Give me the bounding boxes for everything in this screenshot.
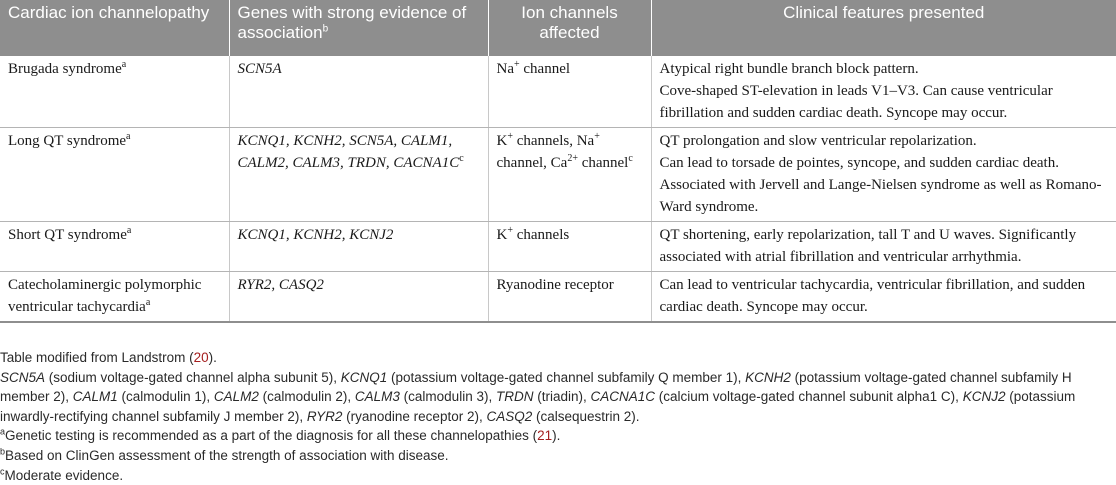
feature-line: QT prolongation and slow ventricular repolarization. (659, 133, 977, 149)
header-ion-channels: Ion channels affected (488, 0, 651, 56)
feature-line: Can lead to torsade de pointes, syncope, and sudden cardiac death. (659, 155, 1059, 171)
ion-channels-cell: K+ channels, Na+ channel, $Ca^{2+}$ channel$^c$ (488, 128, 651, 222)
gene-symbol: RYR2 (306, 408, 343, 424)
feature-line: QT shortening, early repolarization, tall T and U waves. Significantly associated with atrial fibrillation and ventricular arrhythmia. (659, 227, 1077, 265)
feature-line: Can lead to ventricular tachycardia, ventricular fibrillation, and sudden cardiac death. Syncope may occur. (659, 277, 1086, 315)
channelopathy-cell: Catecholaminergic polymorphic ventricular tachycardia$^a$ (0, 272, 229, 323)
clinical-features-cell (651, 56, 1116, 128)
channelopathy-cell: Long QT syndrome$^a$ (0, 128, 229, 222)
table-header-row (0, 0, 1116, 56)
gene-symbol: CACNA1C (590, 389, 655, 405)
feature-line: Cove-shaped ST-elevation in leads V1–V3. Can cause ventricular fibrillation and sudden cardiac death. Syncope may occur. (659, 83, 1053, 121)
gene-symbol: CASQ2 (486, 408, 533, 424)
genes-cell: KCNQ1, KCNH2, SCN5A, CALM1, CALM2, CALM3, TRDN, $CACNA1C^c$ (229, 128, 488, 222)
clinical-features-cell (651, 272, 1116, 323)
gene-symbol: CALM2 (213, 389, 259, 405)
reference-link[interactable]: 20 (193, 350, 209, 365)
feature-line: Associated with Jervell and Lange-Nielsen syndrome as well as Romano-Ward syndrome. (659, 177, 1102, 215)
table-row (0, 222, 1116, 272)
genes-cell: KCNQ1, KCNH2, KCNJ2 (229, 222, 488, 272)
header-genes: Genes with strong evidence of association$^b$ (229, 0, 488, 56)
reference-link[interactable]: 21 (537, 428, 553, 444)
gene-symbol: KCNQ1 (340, 369, 388, 385)
ion-channels-cell: K+ channels (488, 222, 651, 272)
genes-cell: SCN5A (229, 56, 488, 128)
ion-channels-cell: Na+ channel (488, 56, 651, 128)
table-row (0, 272, 1116, 323)
footnote-a: $^a$Genetic testing is recommended as a part of the diagnosis for all these channelopathies (21). (0, 426, 561, 444)
channelopathy-cell: Short QT syndrome$^a$ (0, 222, 229, 272)
header-clinical-features: Clinical features presented (651, 0, 1116, 56)
gene-symbol: SCN5A (0, 369, 46, 385)
gene-symbol: CALM3 (354, 389, 400, 405)
genes-cell: RYR2, CASQ2 (229, 272, 488, 323)
feature-line: Atypical right bundle branch block pattern. (659, 61, 919, 77)
ion-channels-cell: Ryanodine receptor (488, 272, 651, 323)
clinical-features-cell (651, 222, 1116, 272)
table-row (0, 56, 1116, 128)
footnote-abbreviations: SCN5A (sodium voltage-gated channel alpha subunit 5), KCNQ1 (potassium voltage-gated channel subfamily Q member 1), KCNH2 (potassium voltage-gated channel subfamily H member 2), CALM1 (calmodulin 1), CALM2 (calmodulin 2), CALM3 (calmodulin 3), TRDN (triadin), CACNA1C (calcium voltage-gated channel subunit alpha1 C), KCNJ2 (potassium inwardly-rectifying channel subfamily J member 2), RYR2 (ryanodine receptor 2), CASQ2 (calsequestrin 2). (0, 369, 1076, 424)
footnote-source: Table modified from Landstrom (20). (0, 350, 217, 365)
gene-symbol: CALM1 (72, 389, 118, 405)
channelopathy-cell: Brugada syndrome$^a$ (0, 56, 229, 128)
table-footnotes (0, 348, 1110, 485)
gene-symbol: TRDN (495, 389, 534, 405)
gene-symbol: KCNH2 (745, 369, 791, 385)
footnote-c: $^c$Moderate evidence. (0, 466, 124, 483)
gene-symbol: KCNJ2 (962, 389, 1006, 405)
header-channelopathy: Cardiac ion channelopathy (0, 0, 229, 56)
footnote-b: $^b$Based on ClinGen assessment of the strength of association with disease. (0, 446, 449, 463)
table-row (0, 128, 1116, 222)
clinical-features-cell (651, 128, 1116, 222)
